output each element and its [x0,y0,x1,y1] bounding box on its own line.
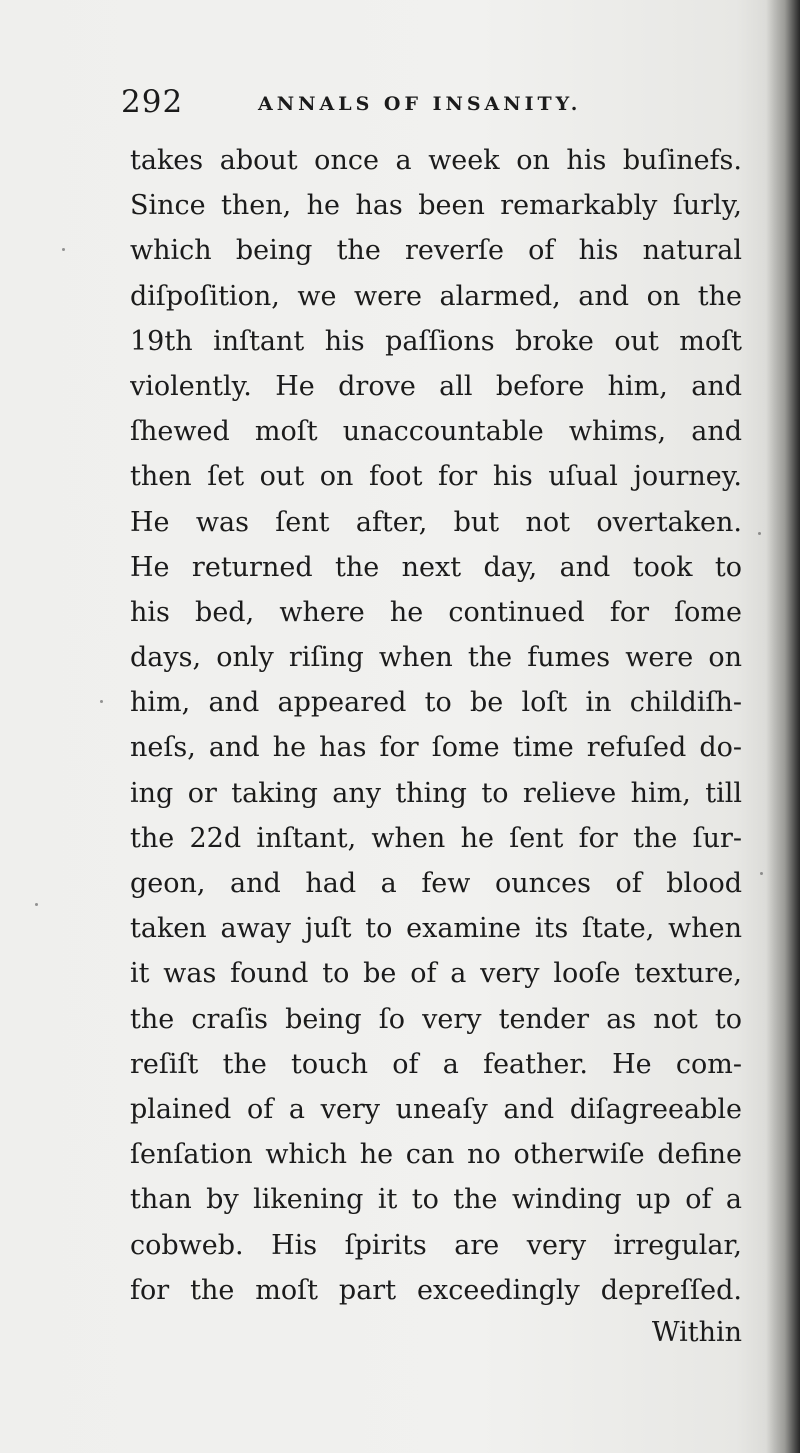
text-line: diſpoſition, we were alarmed, and on the [130,280,742,312]
text-line: his bed, where he continued for ſome [130,596,742,628]
text-line: 19th inſtant his paſſions broke out moſt [130,325,742,357]
text-line: ing or taking any thing to relieve him, till [130,777,742,809]
text-line: He was ſent after, but not overtaken. [130,506,742,538]
catchword: Within [651,1317,742,1348]
text-line: which being the reverſe of his natural [130,235,742,267]
text-line: him, and appeared to be loſt in childiſh- [130,687,742,719]
paper-speck [35,903,38,906]
text-line: geon, and had a few ounces of blood [130,868,742,899]
text-line: neſs, and he has for ſome time refuſed do- [130,732,742,764]
text-line: takes about once a week on his buſinefs. [130,145,742,176]
text-line: then ſet out on foot for his uſual journey. [130,461,742,493]
text-line: the craſis being ſo very tender as not to [130,1003,742,1035]
text-line: cobweb. His ſpirits are very irregular, [130,1229,742,1261]
page-header [121,82,741,126]
paper-speck [62,248,65,251]
text-line: plained of a very uneaſy and diſagreeable [130,1093,742,1125]
text-line: violently. He drove all before him, and [130,370,742,402]
text-line: it was found to be of a very looſe texture, [130,958,742,990]
paper-speck [760,872,763,875]
text-line: the 22d inſtant, when he ſent for the ſur- [130,822,742,854]
text-line: than by likening it to the winding up of a [130,1184,742,1216]
text-line: days, only riſing when the fumes were on [130,642,742,674]
page-edge-shadow [766,0,800,1453]
text-line: ſhewed moſt unaccountable whims, and [130,416,742,448]
text-line: He returned the next day, and took to [130,551,742,583]
paper-speck [100,700,103,703]
running-head: ANNALS OF INSANITY. [258,93,582,115]
text-line: ſenſation which he can no otherwiſe define [130,1139,742,1171]
body-text [130,138,742,1313]
text-line: for the moſt part exceedingly depreſſed. [130,1274,742,1306]
text-line: taken away juſt to examine its ſtate, when [130,913,742,945]
text-line: Since then, he has been remarkably ſurly, [130,190,742,222]
page-number: 292 [121,84,184,120]
text-line: reſiſt the touch of a feather. He com- [130,1048,742,1080]
paper-speck [758,532,761,535]
